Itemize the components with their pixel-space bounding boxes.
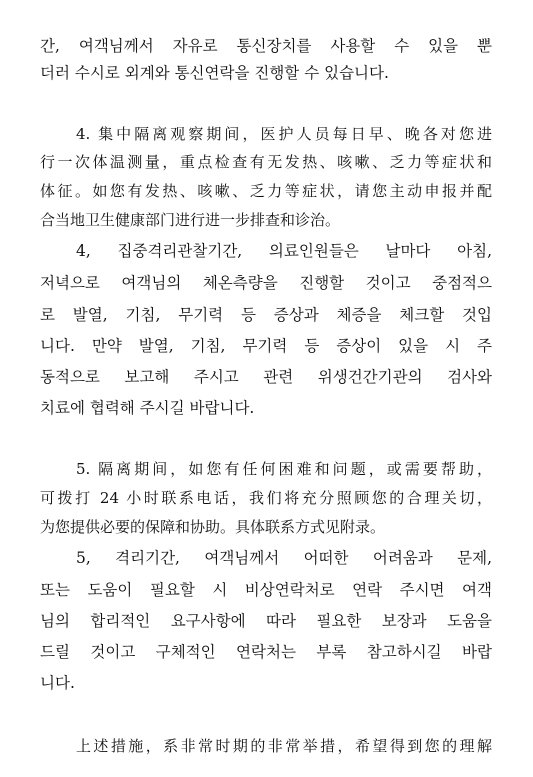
text-line: 니다. xyxy=(40,674,75,692)
text-line: 5. 隔离期间，如您有任何困难和问题，或需要帮助， xyxy=(76,460,492,478)
text-line: 더러 수시로 외계와 통신연락을 진행할 수 있습니다. xyxy=(40,64,389,82)
text-line: 동적으로 보고해 주시고 관련 위생건간기관의 검사와 xyxy=(40,368,492,386)
text-line: 드릴 것이고 구체적인 연락처는 부록 참고하시길 바랍 xyxy=(40,643,492,661)
text-line: 니다. 만약 발열, 기침, 무기력 등 증상이 있을 시 주 xyxy=(40,337,492,355)
text-line: 간, 여객님께서 자유로 통신장치를 사용할 수 있을 뿐 xyxy=(40,37,492,55)
text-line: 为您提供必要的保障和协助。具体联系方式见附录。 xyxy=(40,518,386,536)
text-line: 5, 격리기간, 여객님께서 어떠한 어려움과 문제, xyxy=(76,549,492,567)
text-line: 行一次体温测量，重点检查有无发热、咳嗽、乏力等症状和 xyxy=(40,153,492,171)
text-line: 또는 도움이 필요할 시 비상연락처로 연락 주시면 여객 xyxy=(40,581,492,599)
text-line: 4, 집중격리관찰기간, 의료인원들은 날마다 아침, xyxy=(76,242,492,260)
text-line: 4. 集中隔离观察期间，医护人员每日早、晚各对您进 xyxy=(76,125,492,143)
text-line: 치료에 협력해 주시길 바랍니다. xyxy=(40,399,255,417)
text-line: 님의 합리적인 요구사항에 따라 필요한 보장과 도움을 xyxy=(40,612,492,630)
text-line: 可拨打 24 小时联系电话，我们将充分照顾您的合理关切， xyxy=(40,489,492,507)
text-line: 合当地卫生健康部门进行进一步排查和诊治。 xyxy=(40,211,341,229)
text-line: 体征。如您有发热、咳嗽、乏力等症状，请您主动申报并配 xyxy=(40,182,492,200)
text-line: 上述措施，系非常时期的非常举措，希望得到您的理解 xyxy=(76,737,492,755)
text-line: 저녁으로 여객님의 체온측량을 진행할 것이고 중점적으 xyxy=(40,274,492,292)
text-line: 로 발열, 기침, 무기력 등 증상과 체증을 체크할 것입 xyxy=(40,306,492,324)
